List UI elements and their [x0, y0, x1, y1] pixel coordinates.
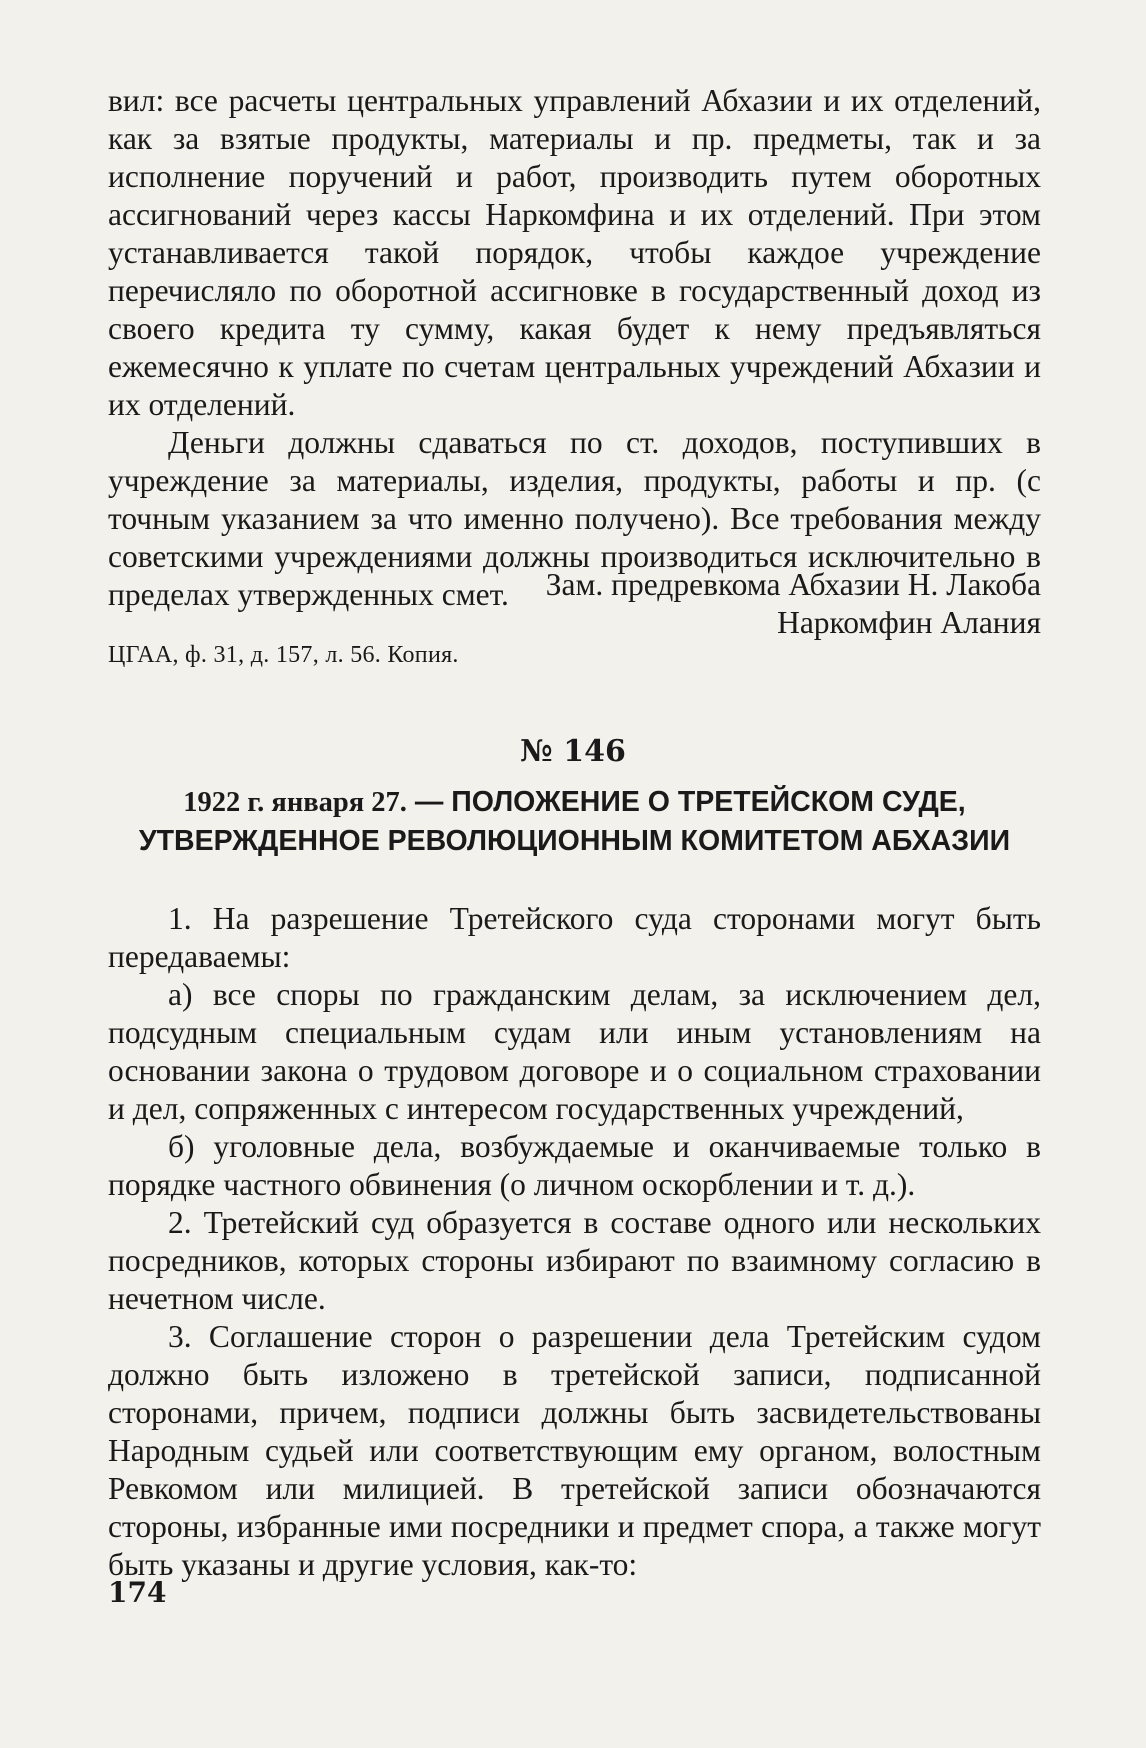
clause-1b: б) уголовные дела, возбуждаемые и оканчиваемые только в порядке частного обвинения (о личном оскорблении и т. д.).: [108, 1129, 1041, 1202]
document-date: 1922 г. января 27.: [183, 787, 407, 818]
clause-1a: а) все споры по гражданским делам, за исключением дел, подсудным специальным судам или иным установлениям на основании закона о трудовом договоре и о социальном страховании и дел, сопряженных с интересом государственных учреждений,: [108, 977, 1041, 1126]
clause-2: 2. Третейский суд образуется в составе одного или нескольких посредников, которых стороны избирают по взаимному согласию в нечетном числе.: [108, 1205, 1041, 1316]
paragraph-payments: Деньги должны сдаваться по ст. доходов, поступивших в учреждение за материалы, изделия, продукты, работы и пр. (с точным указанием за что именно получено). Все требования между советскими учреждениями должны производиться исключительно в пределах утвержденных смет.: [108, 425, 1041, 612]
signature-narkomfin: Наркомфин Алания: [777, 605, 1041, 640]
regulation-text: [108, 900, 1041, 1584]
document-number: № 146: [520, 734, 626, 769]
paragraph-continued: вил: все расчеты центральных управлений Абхазии и их отделений, как за взятые продукты, материалы и пр. предметы, так и за исполнение поручений и работ, производить путем оборотных ассигнований через кассы Наркомфина и их отделений. При этом устанавливается такой порядок, чтобы каждое учреждение перечисляло по оборотной ассигновке в государственный доход из своего кредита ту сумму, какая будет к нему предъявляться ежемесячно к уплате по счетам центральных учреждений Абхазии и их отделений.: [108, 83, 1041, 422]
document-heading: [108, 783, 1041, 860]
page-number: 174: [108, 1576, 167, 1609]
archive-reference: ЦГАА, ф. 31, д. 157, л. 56. Копия.: [108, 642, 459, 668]
clause-3: 3. Соглашение сторон о разрешении дела Третейским судом должно быть изложено в третейской записи, подписанной сторонами, причем, подписи должны быть засвидетельствованы Народным судьей или соответствующим ему органом, волостным Ревкомом или милицией. В третейской записи обозначаются стороны, избранные ими посредники и предмет спора, а также могут быть указаны и другие условия, как-то:: [108, 1319, 1041, 1582]
clause-1: 1. На разрешение Третейского суда сторонами могут быть передаваемы:: [108, 901, 1041, 974]
document-title: — ПОЛОЖЕНИЕ О ТРЕТЕЙСКОМ СУДЕ, УТВЕРЖДЕННОЕ РЕВОЛЮЦИОННЫМ КОМИТЕТОМ АБХАЗИИ: [138, 786, 1011, 857]
body-text: [108, 82, 1041, 614]
signature-deputy-chairman: Зам. предревкома Абхазии Н. Лакоба: [545, 567, 1041, 602]
